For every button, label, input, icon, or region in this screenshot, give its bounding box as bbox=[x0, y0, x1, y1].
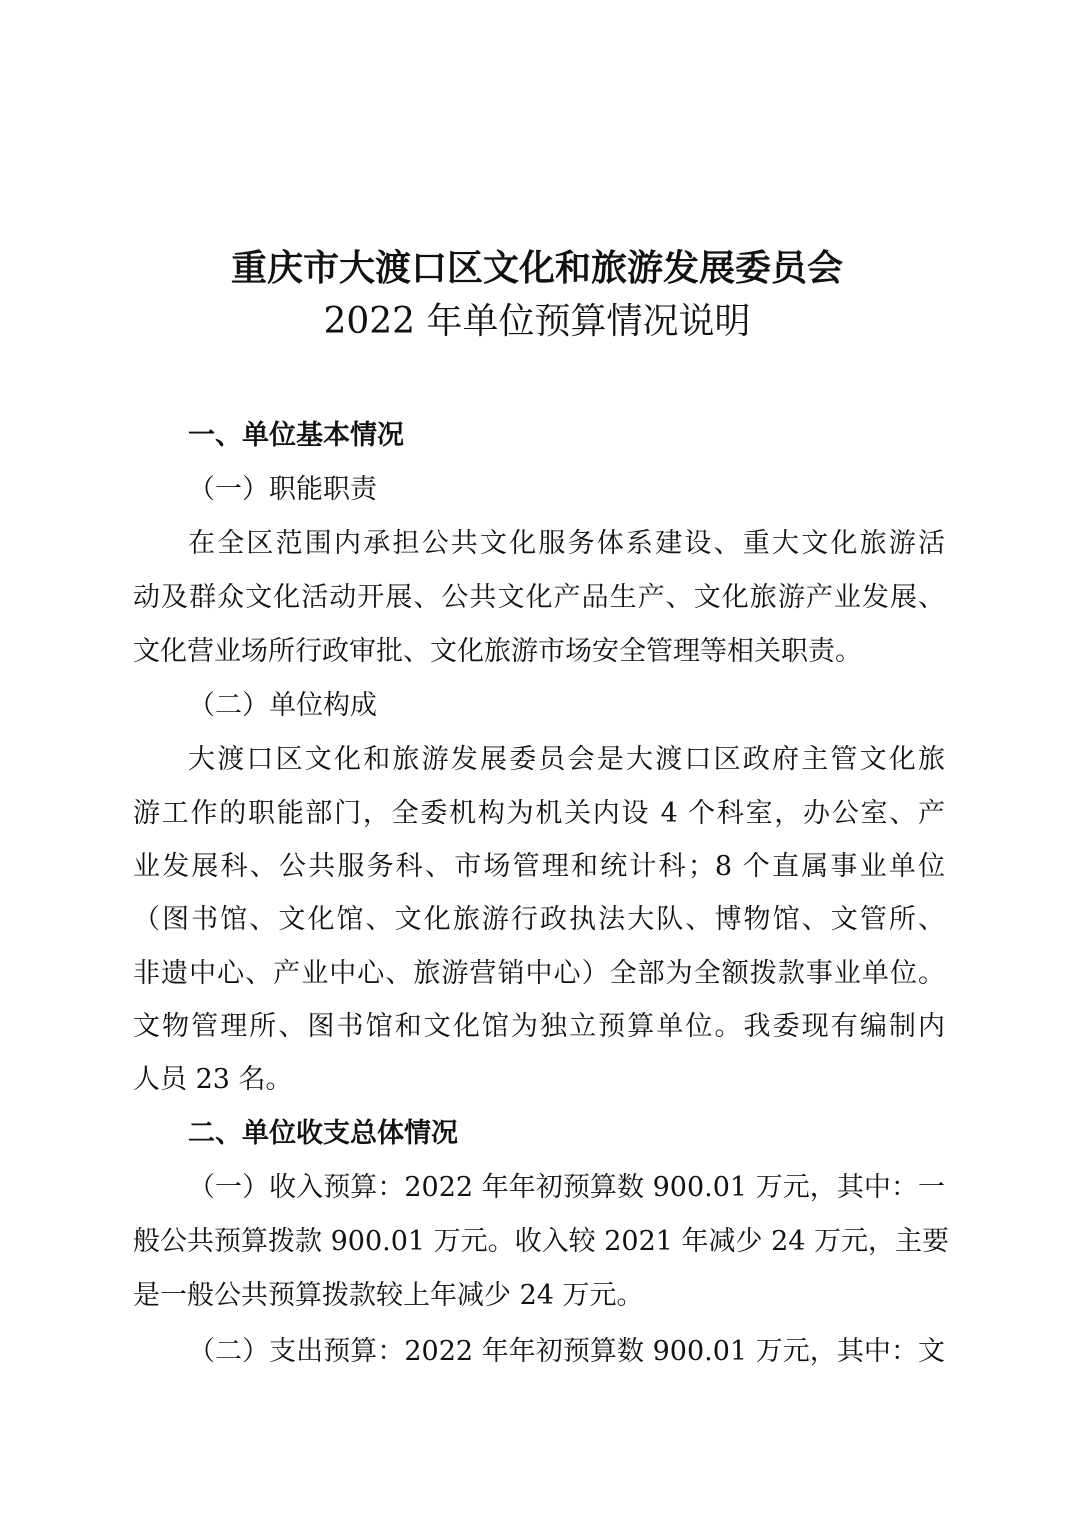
paragraph-line: （二）支出预算：2022 年年初预算数 900.01 万元，其中：文 bbox=[188, 1336, 945, 1367]
subheading-functions: （一）职能职责 bbox=[188, 474, 377, 505]
paragraph-line: 动及群众文化活动开展、公共文化产品生产、文化旅游产业发展、 bbox=[133, 582, 945, 613]
paragraph-line: 文化营业场所行政审批、文化旅游市场安全管理等相关职责。 bbox=[133, 636, 862, 667]
paragraph-line: 业发展科、公共服务科、市场管理和统计科；8 个直属事业单位 bbox=[133, 851, 945, 882]
section-heading-basic-info: 一、单位基本情况 bbox=[188, 420, 404, 451]
paragraph-line: 大渡口区文化和旅游发展委员会是大渡口区政府主管文化旅 bbox=[188, 744, 945, 775]
paragraph-line: 文物管理所、图书馆和文化馆为独立预算单位。我委现有编制内 bbox=[133, 1011, 945, 1042]
paragraph-line: 人员 23 名。 bbox=[133, 1064, 293, 1095]
paragraph-line: 是一般公共预算拨款较上年减少 24 万元。 bbox=[133, 1280, 644, 1311]
subheading-composition: （二）单位构成 bbox=[188, 690, 377, 721]
document-title-line-2: 2022 年单位预算情况说明 bbox=[323, 301, 751, 342]
paragraph-line: 游工作的职能部门，全委机构为机关内设 4 个科室，办公室、产 bbox=[133, 798, 945, 829]
paragraph-line: （一）收入预算：2022 年年初预算数 900.01 万元，其中：一 bbox=[188, 1172, 945, 1203]
paragraph-line: （图书馆、文化馆、文化旅游行政执法大队、博物馆、文管所、 bbox=[133, 904, 945, 935]
section-heading-revenue-expenditure: 二、单位收支总体情况 bbox=[188, 1118, 458, 1149]
paragraph-line: 般公共预算拨款 900.01 万元。收入较 2021 年减少 24 万元，主要 bbox=[133, 1226, 950, 1257]
document-title-line-1: 重庆市大渡口区文化和旅游发展委员会 bbox=[230, 247, 843, 289]
paragraph-line: 在全区范围内承担公共文化服务体系建设、重大文化旅游活 bbox=[188, 528, 945, 559]
paragraph-line: 非遗中心、产业中心、旅游营销中心）全部为全额拨款事业单位。 bbox=[133, 958, 945, 989]
